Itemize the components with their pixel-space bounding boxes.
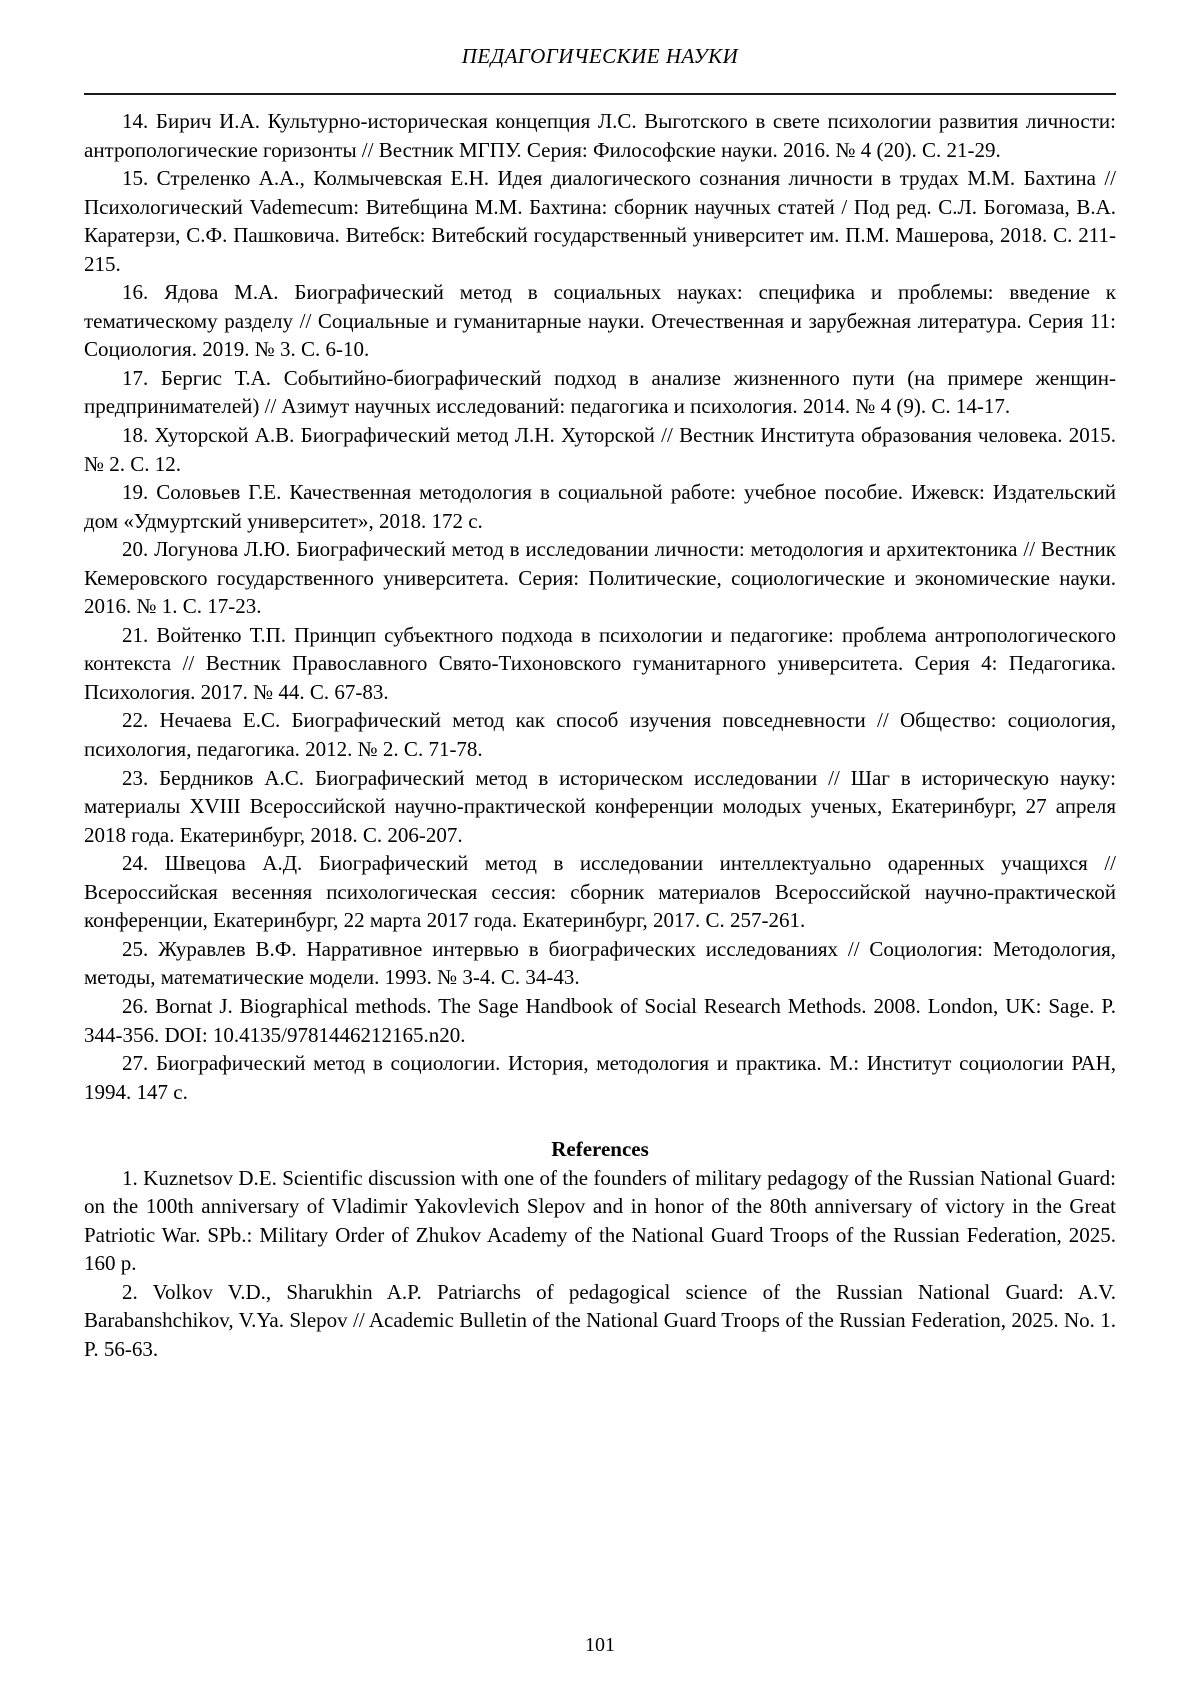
- reference-item-23: 23. Бердников А.С. Биографический метод в историческом исследовании // Шаг в историческую науку: материалы XVIII Всероссийской научно-практической конференции молодых ученых, Екатеринбург, 27 апреля 2018 года. Екатеринбург, 2018. С. 206-207.: [84, 765, 1116, 847]
- reference-item-24: 24. Швецова А.Д. Биографический метод в исследовании интеллектуально одаренных учащихся // Всероссийская весенняя психологическая сессия: сборник материалов Всероссийской научно-практической конференции, Екатеринбург, 22 марта 2017 года. Екатеринбург, 2017. С. 257-261.: [84, 851, 1116, 933]
- references-heading: References: [551, 1137, 649, 1162]
- section-title: ПЕДАГОГИЧЕСКИЕ НАУКИ: [461, 44, 739, 68]
- reference-item-en-2: 2. Volkov V.D., Sharukhin A.P. Patriarchs of pedagogical science of the Russian National Guard: A.V. Barabanshchikov, V.Ya. Slepov // Academic Bulletin of the National Guard Troops of the Russian Federation, 2025. No. 1. P. 56-63.: [84, 1279, 1116, 1361]
- reference-item-27: 27. Биографический метод в социологии. История, методология и практика. М.: Институт социологии РАН, 1994. 147 с.: [84, 1051, 1116, 1104]
- reference-item-25: 25. Журавлев В.Ф. Нарративное интервью в биографических исследованиях // Социология: Методология, методы, математические модели. 1993. № 3-4. С. 34-43.: [84, 936, 1116, 990]
- reference-item-17: 17. Бергис Т.А. Событийно-биографический подход в анализе жизненного пути (на примере женщин-предпринимателей) // Азимут научных исследований: педагогика и психология. 2014. № 4 (9). С. 14-17.: [84, 365, 1116, 419]
- reference-item-19: 19. Соловьев Г.Е. Качественная методология в социальной работе: учебное пособие. Ижевск: Издательский дом «Удмуртский университет», 2018. 172 с.: [84, 480, 1116, 533]
- reference-item-en-1: 1. Kuznetsov D.E. Scientific discussion with one of the founders of military pedagogy of the Russian National Guard: on the 100th anniversary of Vladimir Yakovlevich Slepov and in honor of the 80th anniversary of victory in the Great Patriotic War. SPb.: Military Order of Zhukov Academy of the National Guard Troops of the Russian Federation, 2025. 160 p.: [84, 1165, 1116, 1276]
- reference-item-20: 20. Логунова Л.Ю. Биографический метод в исследовании личности: методология и архитектоника // Вестник Кемеровского государственного университета. Серия: Политические, социологические и экономические науки. 2016. № 1. С. 17-23.: [84, 537, 1116, 619]
- reference-item-21: 21. Войтенко Т.П. Принцип субъектного подхода в психологии и педагогике: проблема антропологического контекста // Вестник Православного Свято-Тихоновского гуманитарного университета. Серия 4: Педагогика. Психология. 2017. № 44. С. 67-83.: [84, 622, 1116, 704]
- page-number: 101: [585, 1634, 615, 1656]
- reference-item-15: 15. Стреленко А.А., Колмычевская Е.Н. Идея диалогического сознания личности в трудах М.М. Бахтина // Психологический Vademecum: Витебщина М.М. Бахтина: сборник научных статей / Под ред. С.Л. Богомаза, В.А. Каратерзи, С.Ф. Пашковича. Витебск: Витебский государственный университет им. П.М. Машерова, 2018. С. 211-215.: [84, 166, 1116, 276]
- reference-item-18: 18. Хуторской А.В. Биографический метод Л.Н. Хуторской // Вестник Института образования человека. 2015. № 2. С. 12.: [84, 423, 1116, 476]
- reference-item-14: 14. Бирич И.А. Культурно-историческая концепция Л.С. Выготского в свете психологии развития личности: антропологические горизонты // Вестник МГПУ. Серия: Философские науки. 2016. № 4 (20). С. 21-29.: [84, 109, 1116, 162]
- reference-item-16: 16. Ядова М.А. Биографический метод в социальных науках: специфика и проблемы: введение к тематическому разделу // Социальные и гуманитарные науки. Отечественная и зарубежная литература. Серия 11: Социология. 2019. № 3. С. 6-10.: [84, 280, 1116, 362]
- page-header: [84, 44, 1116, 95]
- reference-item-26: 26. Bornat J. Biographical methods. The Sage Handbook of Social Research Methods. 2008. London, UK: Sage. P. 344-356. DOI: 10.4135/9781446212165.n20.: [84, 993, 1116, 1047]
- references-body: [84, 95, 1116, 1364]
- reference-item-22: 22. Нечаева Е.С. Биографический метод как способ изучения повседневности // Общество: социология, психология, педагогика. 2012. № 2. С. 71-78.: [84, 708, 1116, 762]
